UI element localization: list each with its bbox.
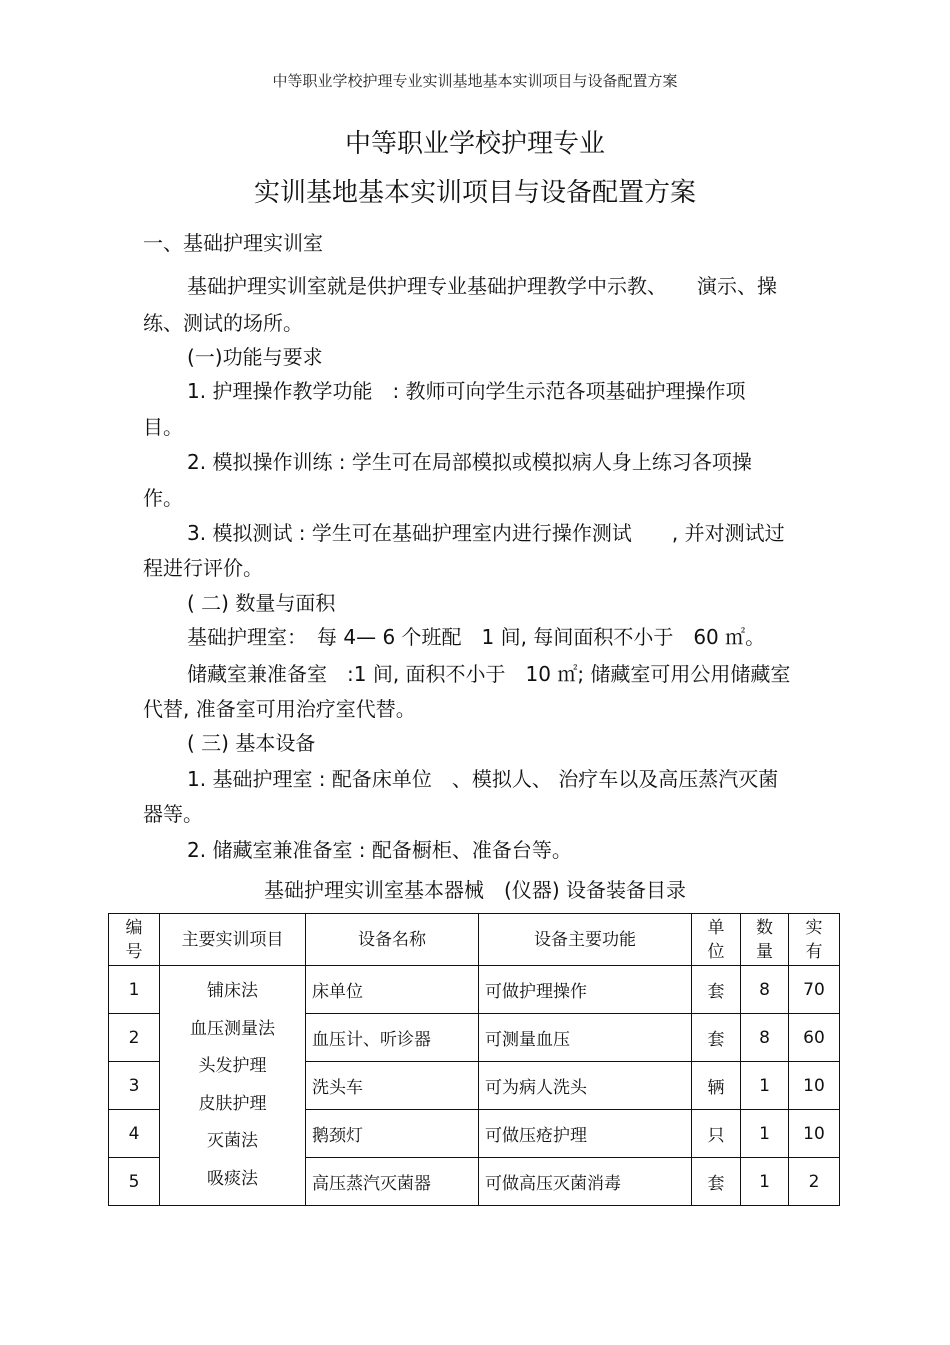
section-heading: 一、基础护理实训室	[143, 231, 323, 255]
cell-unit: 辆	[692, 1062, 741, 1110]
header-actual	[789, 914, 840, 966]
header-function: 设备主要功能	[479, 914, 692, 966]
header-quantity-line-2: 量	[756, 941, 773, 962]
project-item: 头发护理	[198, 1056, 267, 1076]
cell-function: 可为病人洗头	[479, 1062, 692, 1110]
cell-unit: 只	[692, 1110, 741, 1158]
item-1-line-1: 1. 护理操作教学功能 : 教师可向学生示范各项基础护理操作项	[187, 379, 746, 403]
cell-unit: 套	[692, 966, 741, 1014]
cell-device: 鹅颈灯	[306, 1110, 479, 1158]
cell-quantity: 1	[741, 1158, 789, 1206]
cell-actual: 10	[789, 1110, 840, 1158]
item-3-line-1: 3. 模拟测试 : 学生可在基础护理室内进行操作测试 , 并对测试过	[187, 521, 785, 545]
header-unit-line-1: 单	[707, 917, 725, 938]
header-number	[109, 914, 160, 966]
area-line-3: 代替, 准备室可用治疗室代替。	[143, 697, 416, 721]
cell-function: 可测量血压	[479, 1014, 692, 1062]
header-unit-line-2: 位	[707, 941, 725, 962]
intro-paragraph-line-1: 基础护理实训室就是供护理专业基础护理教学中示教、 演示、操	[187, 274, 777, 298]
subsection-heading-function: (一)功能与要求	[187, 345, 323, 369]
cell-quantity: 1	[741, 1062, 789, 1110]
project-item: 血压测量法	[190, 1018, 275, 1039]
header-number-line-1: 编	[125, 917, 143, 938]
document-title-line-1: 中等职业学校护理专业	[344, 129, 605, 159]
table-row	[109, 966, 840, 1014]
table-caption: 基础护理实训室基本器械 (仪器) 设备装备目录	[264, 878, 686, 902]
project-item: 灭菌法	[207, 1131, 258, 1151]
subsection-heading-equipment: ( 三) 基本设备	[187, 731, 316, 755]
item-1-line-2: 目。	[143, 415, 183, 439]
cell-number: 4	[109, 1110, 160, 1158]
cell-quantity: 8	[741, 966, 789, 1014]
header-unit	[692, 914, 741, 966]
equipment-line-3: 2. 储藏室兼准备室 : 配备橱柜、准备台等。	[187, 838, 572, 862]
cell-function: 可做压疮护理	[479, 1110, 692, 1158]
cell-device: 血压计、听诊器	[306, 1014, 479, 1062]
cell-function: 可做护理操作	[479, 966, 692, 1014]
equipment-line-1: 1. 基础护理室 : 配备床单位 、模拟人、 治疗车以及高压蒸汽灭菌	[187, 767, 779, 791]
equipment-line-2: 器等。	[143, 802, 203, 826]
cell-device: 洗头车	[306, 1062, 479, 1110]
project-item: 铺床法	[207, 981, 258, 1001]
cell-quantity: 1	[741, 1110, 789, 1158]
cell-actual: 70	[789, 966, 840, 1014]
header-actual-line-2: 有	[805, 941, 823, 962]
area-line-1: 基础护理室： 每 4— 6 个班配 1 间, 每间面积不小于 60 ㎡。	[187, 625, 766, 649]
cell-device: 高压蒸汽灭菌器	[306, 1158, 479, 1206]
item-2-line-2: 作。	[143, 486, 183, 510]
header-project: 主要实训项目	[160, 914, 306, 966]
cell-quantity: 8	[741, 1014, 789, 1062]
item-2-line-1: 2. 模拟操作训练 : 学生可在局部模拟或模拟病人身上练习各项操	[187, 450, 752, 474]
intro-paragraph-line-2: 练、测试的场所。	[143, 311, 303, 335]
header-quantity	[741, 914, 789, 966]
cell-number: 3	[109, 1062, 160, 1110]
table-header-row	[109, 914, 840, 966]
cell-unit: 套	[692, 1158, 741, 1206]
cell-function: 可做高压灭菌消毒	[479, 1158, 692, 1206]
document-title-line-2: 实训基地基本实训项目与设备配置方案	[253, 178, 696, 208]
cell-number: 2	[109, 1014, 160, 1062]
header-quantity-line-1: 数	[756, 917, 773, 938]
cell-actual: 2	[789, 1158, 840, 1206]
cell-device: 床单位	[306, 966, 479, 1014]
equipment-table	[108, 913, 840, 1206]
running-header: 中等职业学校护理专业实训基地基本实训项目与设备配置方案	[272, 72, 678, 90]
cell-projects	[160, 966, 306, 1206]
item-3-line-2: 程进行评价。	[143, 556, 263, 580]
area-line-2: 储藏室兼准备室 :1 间, 面积不小于 10 ㎡; 储藏室可用公用储藏室	[187, 662, 791, 686]
project-item: 皮肤护理	[198, 1093, 267, 1114]
header-actual-line-1: 实	[805, 917, 823, 938]
cell-number: 5	[109, 1158, 160, 1206]
subsection-heading-area: ( 二) 数量与面积	[187, 591, 336, 615]
cell-number: 1	[109, 966, 160, 1014]
cell-actual: 10	[789, 1062, 840, 1110]
cell-unit: 套	[692, 1014, 741, 1062]
header-device: 设备名称	[306, 914, 479, 966]
cell-actual: 60	[789, 1014, 840, 1062]
header-number-line-2: 号	[125, 941, 143, 962]
project-item: 吸痰法	[207, 1168, 258, 1189]
